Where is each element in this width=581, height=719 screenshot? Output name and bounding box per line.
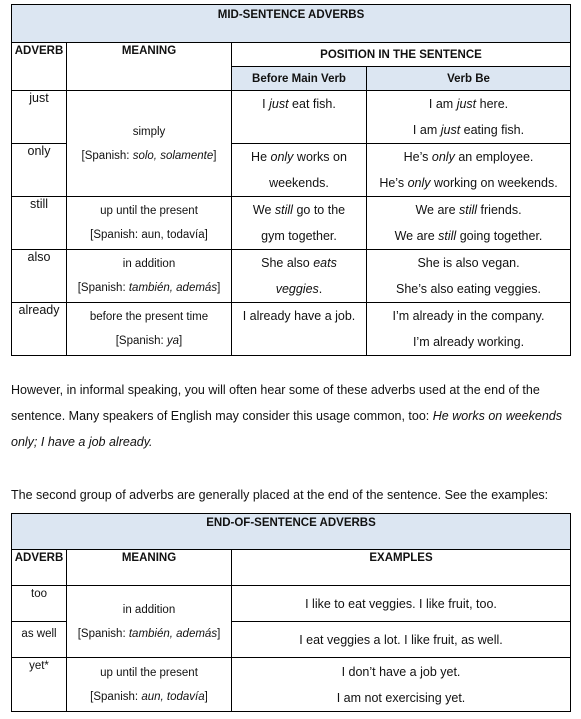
example-cell: I eat veggies a lot. I like fruit, as well. (232, 622, 571, 658)
adverb-cell: already (12, 303, 67, 356)
col-header-meaning: MEANING (67, 43, 232, 91)
table-row (12, 658, 571, 712)
col-header-adverb: ADVERB (12, 550, 67, 586)
verb-be-example: I am just here. I am just eating fish. (367, 91, 571, 144)
table-title: END-OF-SENTENCE ADVERBS (12, 514, 571, 550)
verb-be-example: He’s only an employee. He’s only working on weekends. (367, 144, 571, 197)
adverb-cell: yet* (12, 658, 67, 712)
meaning-cell: in addition [Spanish: también, además] (67, 250, 232, 303)
col-header-position: POSITION IN THE SENTENCE (232, 43, 571, 67)
before-verb-example: I just eat fish. (232, 91, 367, 144)
col-header-adverb: ADVERB (12, 43, 67, 91)
table-row (12, 91, 571, 144)
adverb-cell: as well (12, 622, 67, 658)
verb-be-example: I’m already in the company. I’m already working. (367, 303, 571, 356)
example-cell: I don’t have a job yet. I am not exercising yet. (232, 658, 571, 712)
adverb-cell: just (12, 91, 67, 144)
table-row (12, 197, 571, 250)
meaning-cell: up until the present [Spanish: aun, todavía] (67, 658, 232, 712)
meaning-cell (67, 91, 232, 197)
adverb-cell: also (12, 250, 67, 303)
example-cell: I like to eat veggies. I like fruit, too. (232, 586, 571, 622)
mid-sentence-adverbs-table (11, 4, 571, 356)
before-verb-example: We still go to the gym together. (232, 197, 367, 250)
adverb-cell: only (12, 144, 67, 197)
verb-be-example: We are still friends. We are still going together. (367, 197, 571, 250)
before-verb-example: She also eats veggies. (232, 250, 367, 303)
verb-be-example: She is also vegan. She’s also eating veggies. (367, 250, 571, 303)
second-group-paragraph: The second group of adverbs are generally placed at the end of the sentence. See the examples: (11, 488, 549, 502)
adverb-cell: too (12, 586, 67, 622)
col-header-meaning: MEANING (67, 550, 232, 586)
meaning-cell: before the present time [Spanish: ya] (67, 303, 232, 356)
before-verb-example: He only works on weekends. (232, 144, 367, 197)
meaning-line: simply (132, 125, 166, 138)
col-header-examples: EXAMPLES (232, 550, 571, 586)
table-row (12, 250, 571, 303)
table-title: MID-SENTENCE ADVERBS (12, 5, 571, 43)
meaning-line: [Spanish: solo, solamente] (81, 149, 217, 162)
meaning-cell: up until the present [Spanish: aun, todavía] (67, 197, 232, 250)
table-row (12, 303, 571, 356)
adverb-cell: still (12, 197, 67, 250)
meaning-cell: in addition [Spanish: también, además] (67, 586, 232, 658)
before-verb-example: I already have a job. (232, 303, 367, 356)
informal-usage-paragraph: However, in informal speaking, you will often hear some of these adverbs used at the end of the sentence. Many speakers of English may consider this usage common, too: He works on weekends only; I have a job already. (11, 383, 562, 449)
subheader-before-main-verb: Before Main Verb (232, 67, 367, 91)
end-of-sentence-adverbs-table (11, 513, 571, 712)
table-row (12, 586, 571, 622)
subheader-verb-be: Verb Be (367, 67, 571, 91)
